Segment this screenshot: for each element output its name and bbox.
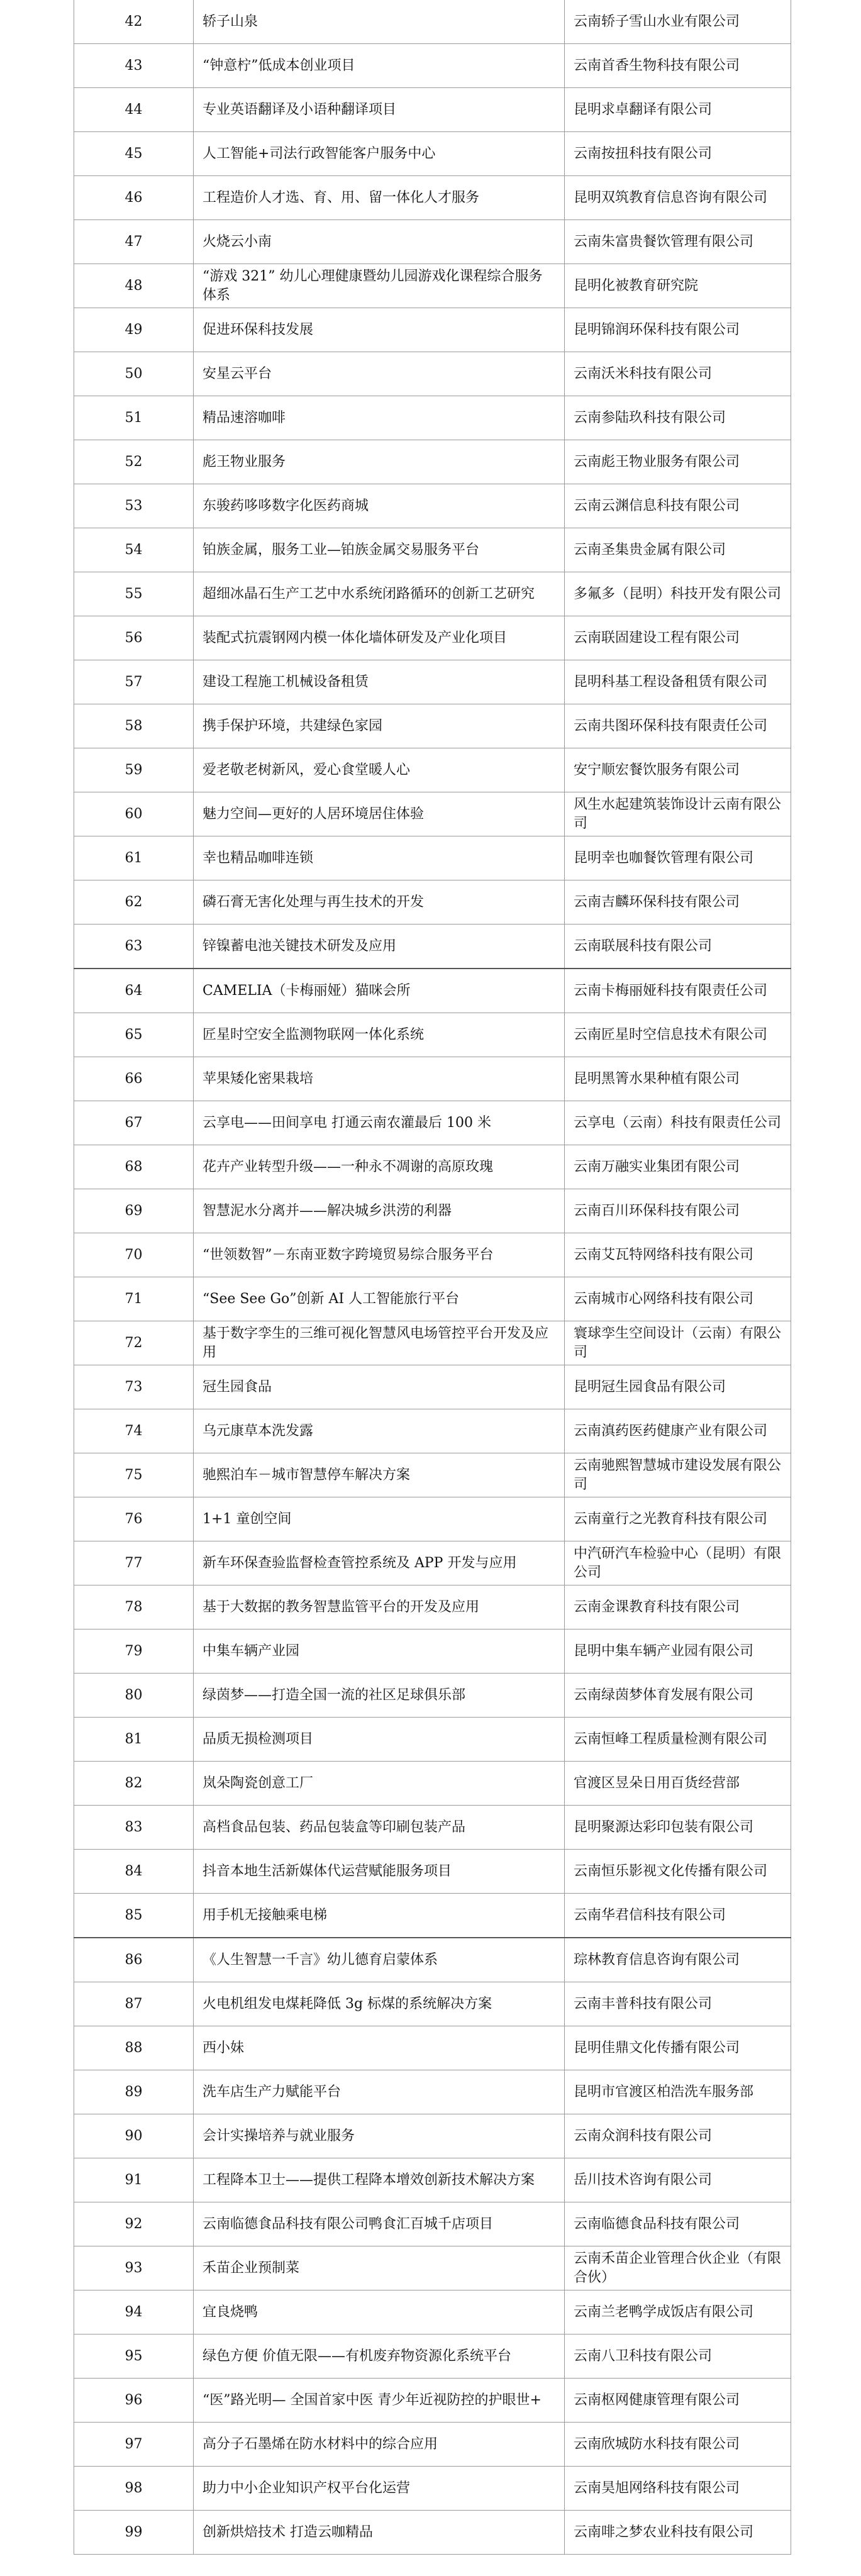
company-name-cell: 云南滇药医药健康产业有限公司	[565, 1409, 791, 1453]
table-row	[74, 704, 791, 748]
row-number-cell: 77	[74, 1541, 194, 1585]
row-number-cell: 89	[74, 2070, 194, 2114]
table-row	[74, 660, 791, 704]
row-number-cell: 76	[74, 1497, 194, 1541]
company-name-cell: 中汽研汽车检验中心（昆明）有限公司	[565, 1541, 791, 1585]
table-row	[74, 220, 791, 264]
row-number-cell: 86	[74, 1938, 194, 1982]
company-name-cell: 云南昊旭网络科技有限公司	[565, 2467, 791, 2511]
project-name-cell: 建设工程施工机械设备租赁	[194, 660, 565, 704]
project-name-cell: CAMELIA（卡梅丽娅）猫咪会所	[194, 969, 565, 1013]
company-name-cell: 云南联固建设工程有限公司	[565, 616, 791, 660]
table-row	[74, 44, 791, 88]
project-name-cell: 超细冰晶石生产工艺中水系统闭路循环的创新工艺研究	[194, 572, 565, 616]
table-row	[74, 1982, 791, 2026]
table-row	[74, 1013, 791, 1057]
project-name-cell: 乌元康草本洗发露	[194, 1409, 565, 1453]
company-name-cell: 安宁顺宏餐饮服务有限公司	[565, 748, 791, 792]
company-name-cell: 琮林教育信息咨询有限公司	[565, 1938, 791, 1982]
project-name-cell: 云南临德食品科技有限公司鸭食汇百城千店项目	[194, 2202, 565, 2246]
table-body	[74, 0, 791, 2555]
project-name-cell: 精品速溶咖啡	[194, 396, 565, 440]
row-number-cell: 97	[74, 2423, 194, 2467]
table-row	[74, 1674, 791, 1718]
company-name-cell: 云南万融实业集团有限公司	[565, 1145, 791, 1189]
table-row	[74, 2026, 791, 2070]
table-row	[74, 1101, 791, 1145]
table-row	[74, 2290, 791, 2334]
company-name-cell: 昆明幸也咖餐饮管理有限公司	[565, 836, 791, 880]
project-name-cell: 冠生园食品	[194, 1365, 565, 1409]
row-number-cell: 60	[74, 792, 194, 836]
table-row	[74, 528, 791, 572]
project-name-cell: 安星云平台	[194, 352, 565, 396]
row-number-cell: 61	[74, 836, 194, 880]
row-number-cell: 81	[74, 1718, 194, 1762]
table-row	[74, 1365, 791, 1409]
company-name-cell: 云南沃米科技有限公司	[565, 352, 791, 396]
table-row	[74, 2246, 791, 2290]
project-name-cell: “医”路光明— 全国首家中医 青少年近视防控的护眼世+	[194, 2379, 565, 2423]
row-number-cell: 47	[74, 220, 194, 264]
project-name-cell: 用手机无接触乘电梯	[194, 1894, 565, 1938]
table-row	[74, 352, 791, 396]
table-row	[74, 2334, 791, 2379]
company-name-cell: 云南参陆玖科技有限公司	[565, 396, 791, 440]
row-number-cell: 83	[74, 1806, 194, 1850]
table-row	[74, 924, 791, 969]
project-name-cell: 《人生智慧一千言》幼儿德育启蒙体系	[194, 1938, 565, 1982]
project-name-cell: 抖音本地生活新媒体代运营赋能服务项目	[194, 1850, 565, 1894]
row-number-cell: 93	[74, 2246, 194, 2290]
project-name-cell: “See See Go”创新 AI 人工智能旅行平台	[194, 1277, 565, 1321]
company-name-cell: 昆明冠生园食品有限公司	[565, 1365, 791, 1409]
table-row	[74, 1409, 791, 1453]
company-name-cell: 云南丰普科技有限公司	[565, 1982, 791, 2026]
row-number-cell: 72	[74, 1321, 194, 1365]
project-name-cell: “游戏 321” 幼儿心理健康暨幼儿园游戏化课程综合服务体系	[194, 264, 565, 308]
company-name-cell: 云南联展科技有限公司	[565, 924, 791, 969]
row-number-cell: 78	[74, 1585, 194, 1629]
table-row	[74, 2202, 791, 2246]
project-name-cell: “钟意柠”低成本创业项目	[194, 44, 565, 88]
row-number-cell: 70	[74, 1233, 194, 1277]
project-name-cell: 匠星时空安全监测物联网一体化系统	[194, 1013, 565, 1057]
company-name-cell: 昆明科基工程设备租赁有限公司	[565, 660, 791, 704]
company-name-cell: 云南欣城防水科技有限公司	[565, 2423, 791, 2467]
project-name-cell: 基于数字孪生的三维可视化智慧风电场管控平台开发及应用	[194, 1321, 565, 1365]
table-row	[74, 264, 791, 308]
company-name-cell: 昆明化被教育研究院	[565, 264, 791, 308]
table-row	[74, 880, 791, 924]
company-name-cell: 云南禾苗企业管理合伙企业（有限合伙）	[565, 2246, 791, 2290]
company-name-cell: 云南百川环保科技有限公司	[565, 1189, 791, 1233]
company-name-cell: 云南吉麟环保科技有限公司	[565, 880, 791, 924]
row-number-cell: 94	[74, 2290, 194, 2334]
company-name-cell: 云南八卫科技有限公司	[565, 2334, 791, 2379]
table-row	[74, 1806, 791, 1850]
table-row	[74, 1453, 791, 1497]
row-number-cell: 95	[74, 2334, 194, 2379]
table-row	[74, 748, 791, 792]
table-row	[74, 572, 791, 616]
company-name-cell: 云南城市心网络科技有限公司	[565, 1277, 791, 1321]
project-name-cell: “世领数智”－东南亚数字跨境贸易综合服务平台	[194, 1233, 565, 1277]
company-name-cell: 云南童行之光教育科技有限公司	[565, 1497, 791, 1541]
row-number-cell: 75	[74, 1453, 194, 1497]
company-name-cell: 云南匠星时空信息技术有限公司	[565, 1013, 791, 1057]
row-number-cell: 87	[74, 1982, 194, 2026]
project-name-cell: 火烧云小南	[194, 220, 565, 264]
row-number-cell: 52	[74, 440, 194, 484]
project-name-cell: 岚朵陶瓷创意工厂	[194, 1762, 565, 1806]
table-row	[74, 1894, 791, 1938]
row-number-cell: 98	[74, 2467, 194, 2511]
row-number-cell: 80	[74, 1674, 194, 1718]
project-name-cell: 基于大数据的教务智慧监管平台的开发及应用	[194, 1585, 565, 1629]
project-name-cell: 携手保护环境，共建绿色家园	[194, 704, 565, 748]
company-name-cell: 风生水起建筑装饰设计云南有限公司	[565, 792, 791, 836]
table-row	[74, 308, 791, 352]
table-row	[74, 132, 791, 176]
row-number-cell: 79	[74, 1629, 194, 1674]
row-number-cell: 92	[74, 2202, 194, 2246]
company-name-cell: 云南轿子雪山水业有限公司	[565, 0, 791, 44]
row-number-cell: 88	[74, 2026, 194, 2070]
project-name-cell: 专业英语翻译及小语种翻译项目	[194, 88, 565, 132]
company-name-cell: 云南枢网健康管理有限公司	[565, 2379, 791, 2423]
project-name-cell: 高档食品包装、药品包装盒等印刷包装产品	[194, 1806, 565, 1850]
project-name-cell: 创新烘焙技术 打造云咖精品	[194, 2511, 565, 2555]
row-number-cell: 85	[74, 1894, 194, 1938]
row-number-cell: 50	[74, 352, 194, 396]
project-name-cell: 彪王物业服务	[194, 440, 565, 484]
company-name-cell: 昆明佳鼎文化传播有限公司	[565, 2026, 791, 2070]
project-name-cell: 促进环保科技发展	[194, 308, 565, 352]
project-name-cell: 火电机组发电煤耗降低 3g 标煤的系统解决方案	[194, 1982, 565, 2026]
company-name-cell: 云南圣集贵金属有限公司	[565, 528, 791, 572]
row-number-cell: 54	[74, 528, 194, 572]
company-name-cell: 云南按扭科技有限公司	[565, 132, 791, 176]
table-row	[74, 969, 791, 1013]
project-name-cell: 品质无损检测项目	[194, 1718, 565, 1762]
project-name-cell: 新车环保查验监督检查管控系统及 APP 开发与应用	[194, 1541, 565, 1585]
table-row	[74, 88, 791, 132]
row-number-cell: 96	[74, 2379, 194, 2423]
project-name-cell: 东骏药哆哆数字化医药商城	[194, 484, 565, 528]
table-row	[74, 1057, 791, 1101]
row-number-cell: 63	[74, 924, 194, 969]
row-number-cell: 51	[74, 396, 194, 440]
table-row	[74, 1189, 791, 1233]
row-number-cell: 84	[74, 1850, 194, 1894]
table-row	[74, 396, 791, 440]
row-number-cell: 43	[74, 44, 194, 88]
project-name-cell: 铂族金属，服务工业—铂族金属交易服务平台	[194, 528, 565, 572]
company-name-cell: 云南啡之梦农业科技有限公司	[565, 2511, 791, 2555]
company-name-cell: 云南彪王物业服务有限公司	[565, 440, 791, 484]
company-name-cell: 昆明求卓翻译有限公司	[565, 88, 791, 132]
company-name-cell: 云南卡梅丽娅科技有限责任公司	[565, 969, 791, 1013]
project-name-cell: 磷石膏无害化处理与再生技术的开发	[194, 880, 565, 924]
project-name-cell: 1+1 童创空间	[194, 1497, 565, 1541]
table-row	[74, 1233, 791, 1277]
row-number-cell: 48	[74, 264, 194, 308]
row-number-cell: 56	[74, 616, 194, 660]
project-name-cell: 轿子山泉	[194, 0, 565, 44]
project-name-cell: 苹果矮化密果栽培	[194, 1057, 565, 1101]
row-number-cell: 74	[74, 1409, 194, 1453]
row-number-cell: 99	[74, 2511, 194, 2555]
table-row	[74, 2511, 791, 2555]
company-name-cell: 云南首香生物科技有限公司	[565, 44, 791, 88]
company-name-cell: 昆明双筑教育信息咨询有限公司	[565, 176, 791, 220]
table-row	[74, 616, 791, 660]
company-name-cell: 寰球孪生空间设计（云南）有限公司	[565, 1321, 791, 1365]
project-name-cell: 工程造价人才选、育、用、留一体化人才服务	[194, 176, 565, 220]
row-number-cell: 71	[74, 1277, 194, 1321]
table-row	[74, 2114, 791, 2158]
row-number-cell: 82	[74, 1762, 194, 1806]
row-number-cell: 69	[74, 1189, 194, 1233]
table-row	[74, 2070, 791, 2114]
company-name-cell: 云南驰熙智慧城市建设发展有限公司	[565, 1453, 791, 1497]
company-name-cell: 昆明聚源达彩印包装有限公司	[565, 1806, 791, 1850]
company-name-cell: 云南兰老鸭学成饭店有限公司	[565, 2290, 791, 2334]
company-name-cell: 云南众润科技有限公司	[565, 2114, 791, 2158]
company-name-cell: 云南云渊信息科技有限公司	[565, 484, 791, 528]
table-row	[74, 1629, 791, 1674]
project-name-cell: 高分子石墨烯在防水材料中的综合应用	[194, 2423, 565, 2467]
row-number-cell: 45	[74, 132, 194, 176]
row-number-cell: 66	[74, 1057, 194, 1101]
company-name-cell: 昆明市官渡区柏浩洗车服务部	[565, 2070, 791, 2114]
project-name-cell: 花卉产业转型升级——一种永不凋谢的高原玫瑰	[194, 1145, 565, 1189]
company-name-cell: 昆明中集车辆产业园有限公司	[565, 1629, 791, 1674]
row-number-cell: 42	[74, 0, 194, 44]
table-row	[74, 1277, 791, 1321]
table-row	[74, 1850, 791, 1894]
project-name-cell: 爱老敬老树新风，爱心食堂暖人心	[194, 748, 565, 792]
project-name-cell: 工程降本卫士——提供工程降本增效创新技术解决方案	[194, 2158, 565, 2202]
table-row	[74, 1497, 791, 1541]
row-number-cell: 62	[74, 880, 194, 924]
project-name-cell: 禾苗企业预制菜	[194, 2246, 565, 2290]
row-number-cell: 57	[74, 660, 194, 704]
row-number-cell: 64	[74, 969, 194, 1013]
row-number-cell: 58	[74, 704, 194, 748]
company-name-cell: 云南恒乐影视文化传播有限公司	[565, 1850, 791, 1894]
table-row	[74, 1145, 791, 1189]
table-row	[74, 1762, 791, 1806]
table-row	[74, 1541, 791, 1585]
company-name-cell: 昆明黑箐水果种植有限公司	[565, 1057, 791, 1101]
row-number-cell: 65	[74, 1013, 194, 1057]
company-name-cell: 云南恒峰工程质量检测有限公司	[565, 1718, 791, 1762]
row-number-cell: 90	[74, 2114, 194, 2158]
table-row	[74, 2379, 791, 2423]
table-row	[74, 2158, 791, 2202]
table-row	[74, 484, 791, 528]
table-row	[74, 176, 791, 220]
table-row	[74, 1321, 791, 1365]
company-name-cell: 云南绿茵梦体育发展有限公司	[565, 1674, 791, 1718]
project-name-cell: 中集车辆产业园	[194, 1629, 565, 1674]
row-number-cell: 59	[74, 748, 194, 792]
table-row	[74, 2423, 791, 2467]
project-name-cell: 装配式抗震钢网内模一体化墙体研发及产业化项目	[194, 616, 565, 660]
row-number-cell: 49	[74, 308, 194, 352]
company-name-cell: 云南华君信科技有限公司	[565, 1894, 791, 1938]
row-number-cell: 67	[74, 1101, 194, 1145]
company-name-cell: 云南金课教育科技有限公司	[565, 1585, 791, 1629]
table-row	[74, 2467, 791, 2511]
table-row	[74, 1585, 791, 1629]
company-name-cell: 岳川技术咨询有限公司	[565, 2158, 791, 2202]
company-name-cell: 云南朱富贵餐饮管理有限公司	[565, 220, 791, 264]
project-name-cell: 智慧泥水分离并——解决城乡洪涝的利器	[194, 1189, 565, 1233]
project-name-cell: 人工智能+司法行政智能客户服务中心	[194, 132, 565, 176]
company-name-cell: 多氟多（昆明）科技开发有限公司	[565, 572, 791, 616]
project-name-cell: 宜良烧鸭	[194, 2290, 565, 2334]
row-number-cell: 44	[74, 88, 194, 132]
project-name-cell: 魅力空间—更好的人居环境居住体验	[194, 792, 565, 836]
project-name-cell: 绿色方便 价值无限——有机废弃物资源化系统平台	[194, 2334, 565, 2379]
table-row	[74, 836, 791, 880]
project-name-cell: 洗车店生产力赋能平台	[194, 2070, 565, 2114]
company-name-cell: 云南共图环保科技有限责任公司	[565, 704, 791, 748]
row-number-cell: 68	[74, 1145, 194, 1189]
table-row	[74, 440, 791, 484]
company-name-cell: 云南艾瓦特网络科技有限公司	[565, 1233, 791, 1277]
project-name-cell: 绿茵梦——打造全国一流的社区足球俱乐部	[194, 1674, 565, 1718]
table-row	[74, 0, 791, 44]
company-name-cell: 云享电（云南）科技有限责任公司	[565, 1101, 791, 1145]
project-list-table	[74, 0, 791, 2555]
company-name-cell: 云南临德食品科技有限公司	[565, 2202, 791, 2246]
project-name-cell: 驰熙泊车－城市智慧停车解决方案	[194, 1453, 565, 1497]
project-name-cell: 助力中小企业知识产权平台化运营	[194, 2467, 565, 2511]
row-number-cell: 91	[74, 2158, 194, 2202]
company-name-cell: 昆明锦润环保科技有限公司	[565, 308, 791, 352]
project-name-cell: 会计实操培养与就业服务	[194, 2114, 565, 2158]
row-number-cell: 73	[74, 1365, 194, 1409]
project-name-cell: 锌镍蓄电池关键技术研发及应用	[194, 924, 565, 969]
table-row	[74, 1718, 791, 1762]
row-number-cell: 46	[74, 176, 194, 220]
table-row	[74, 1938, 791, 1982]
project-name-cell: 幸也精品咖啡连锁	[194, 836, 565, 880]
project-name-cell: 西小妹	[194, 2026, 565, 2070]
company-name-cell: 官渡区昱朵日用百货经营部	[565, 1762, 791, 1806]
project-name-cell: 云享电——田间享电 打通云南农灌最后 100 米	[194, 1101, 565, 1145]
row-number-cell: 53	[74, 484, 194, 528]
table-row	[74, 792, 791, 836]
row-number-cell: 55	[74, 572, 194, 616]
